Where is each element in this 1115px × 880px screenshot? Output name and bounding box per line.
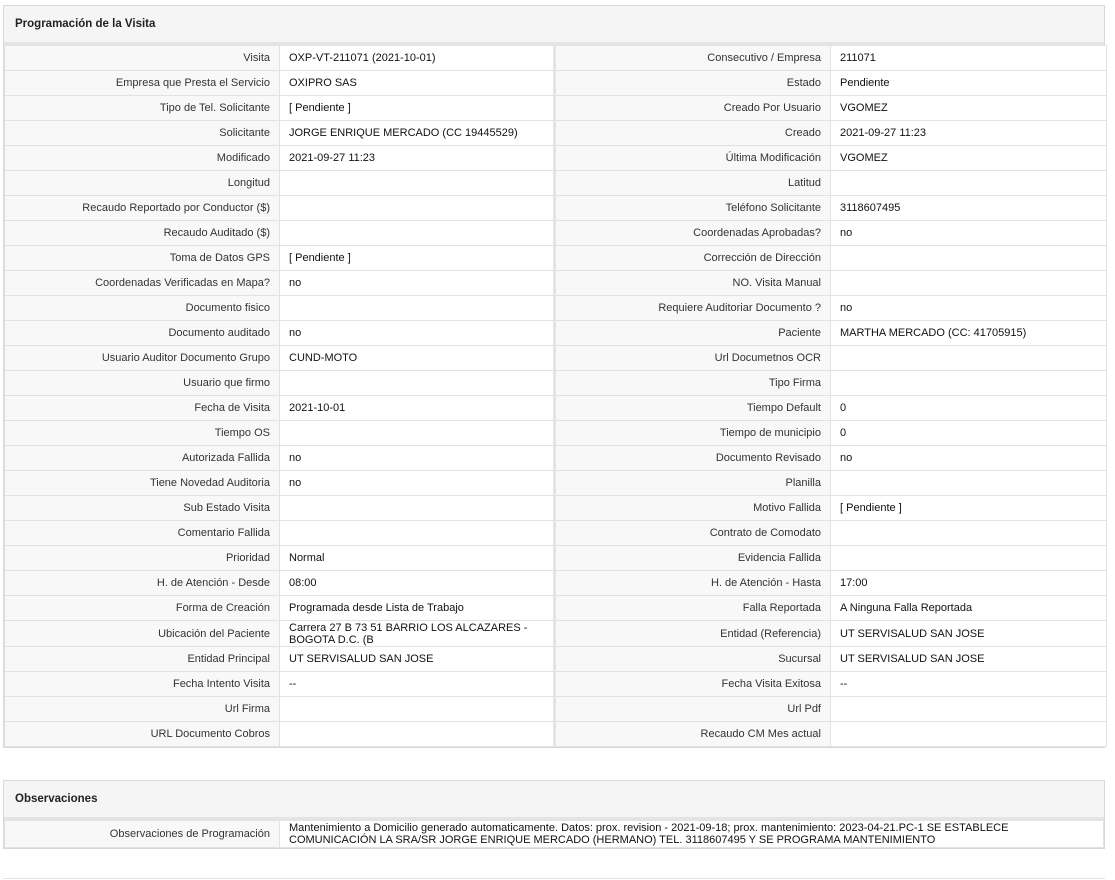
- observations-table: [4, 820, 1104, 848]
- field-label: Prioridad: [5, 546, 280, 571]
- field-value: [280, 296, 555, 321]
- field-value: CUND-MOTO: [280, 346, 555, 371]
- table-row: [5, 421, 1107, 446]
- field-value: --: [280, 672, 555, 697]
- field-value: VGOMEZ: [831, 96, 1107, 121]
- field-value: [ Pendiente ]: [280, 246, 555, 271]
- field-label: Url Documetnos OCR: [555, 346, 831, 371]
- field-value: OXP-VT-211071 (2021-10-01): [280, 46, 555, 71]
- observations-value: Mantenimiento a Domicilio generado automaticamente. Datos: prox. revision - 2021-09-18; prox. mantenimiento: 2023-04-21.PC-1 SE ESTABLECE COMUNICACIÓN LA SRA/SR JORGE ENRIQUE MERCADO (HERMANO) TEL. 3118607495 Y SE PROGRAMA MANTENIMIENTO: [280, 821, 1104, 848]
- table-row: [5, 496, 1107, 521]
- field-value: Carrera 27 B 73 51 BARRIO LOS ALCAZARES - BOGOTA D.C. (B: [280, 621, 555, 647]
- table-row: [5, 722, 1107, 747]
- table-row: [5, 321, 1107, 346]
- field-value: [831, 722, 1107, 747]
- field-value: [831, 471, 1107, 496]
- table-row: [5, 121, 1107, 146]
- table-row: [5, 621, 1107, 647]
- field-value: [280, 521, 555, 546]
- field-value: no: [280, 321, 555, 346]
- field-value: [280, 171, 555, 196]
- field-label: Sucursal: [555, 647, 831, 672]
- field-label: Requiere Auditoriar Documento ?: [555, 296, 831, 321]
- field-label: Documento Revisado: [555, 446, 831, 471]
- field-value: --: [831, 672, 1107, 697]
- field-label: Consecutivo / Empresa: [555, 46, 831, 71]
- field-value: [280, 697, 555, 722]
- field-label: Planilla: [555, 471, 831, 496]
- table-row: [5, 596, 1107, 621]
- field-label: Contrato de Comodato: [555, 521, 831, 546]
- field-label: Empresa que Presta el Servicio: [5, 71, 280, 96]
- field-value: [280, 371, 555, 396]
- field-label: URL Documento Cobros: [5, 722, 280, 747]
- field-label: Url Firma: [5, 697, 280, 722]
- field-label: Evidencia Fallida: [555, 546, 831, 571]
- table-row: [5, 96, 1107, 121]
- field-label: Usuario Auditor Documento Grupo: [5, 346, 280, 371]
- field-label: Forma de Creación: [5, 596, 280, 621]
- field-label: Longitud: [5, 171, 280, 196]
- table-row: [5, 396, 1107, 421]
- field-value: OXIPRO SAS: [280, 71, 555, 96]
- field-value: [280, 496, 555, 521]
- field-value: no: [831, 296, 1107, 321]
- field-value: UT SERVISALUD SAN JOSE: [831, 621, 1107, 647]
- field-value: 2021-10-01: [280, 396, 555, 421]
- table-row: [5, 521, 1107, 546]
- field-value: [831, 546, 1107, 571]
- visit-panel: [3, 5, 1105, 748]
- field-value: [280, 421, 555, 446]
- field-label: Recaudo Reportado por Conductor ($): [5, 196, 280, 221]
- field-value: 211071: [831, 46, 1107, 71]
- field-value: no: [280, 271, 555, 296]
- field-label: Sub Estado Visita: [5, 496, 280, 521]
- observations-panel: [3, 780, 1105, 849]
- bottom-divider: [3, 878, 1105, 879]
- table-row: [5, 296, 1107, 321]
- field-value: [280, 722, 555, 747]
- table-row: [5, 196, 1107, 221]
- field-label: Recaudo CM Mes actual: [555, 722, 831, 747]
- field-label: Tiempo Default: [555, 396, 831, 421]
- field-value: JORGE ENRIQUE MERCADO (CC 19445529): [280, 121, 555, 146]
- field-value: 0: [831, 421, 1107, 446]
- field-value: [831, 371, 1107, 396]
- table-row: [5, 46, 1107, 71]
- field-label: Comentario Fallida: [5, 521, 280, 546]
- field-value: [ Pendiente ]: [831, 496, 1107, 521]
- field-label: Documento fisico: [5, 296, 280, 321]
- observations-row: [5, 821, 1104, 848]
- table-row: [5, 221, 1107, 246]
- field-value: [280, 221, 555, 246]
- field-label: Entidad Principal: [5, 647, 280, 672]
- field-value: [ Pendiente ]: [280, 96, 555, 121]
- field-label: NO. Visita Manual: [555, 271, 831, 296]
- field-label: Coordenadas Aprobadas?: [555, 221, 831, 246]
- observations-panel-title: Observaciones: [4, 781, 1104, 820]
- field-label: Creado: [555, 121, 831, 146]
- field-value: [831, 346, 1107, 371]
- field-value: [831, 246, 1107, 271]
- table-row: [5, 171, 1107, 196]
- field-value: [831, 521, 1107, 546]
- field-label: Creado Por Usuario: [555, 96, 831, 121]
- table-row: [5, 346, 1107, 371]
- table-row: [5, 672, 1107, 697]
- field-label: Tiempo de municipio: [555, 421, 831, 446]
- field-label: Recaudo Auditado ($): [5, 221, 280, 246]
- field-value: UT SERVISALUD SAN JOSE: [280, 647, 555, 672]
- field-label: Corrección de Dirección: [555, 246, 831, 271]
- field-value: A Ninguna Falla Reportada: [831, 596, 1107, 621]
- field-label: Tipo Firma: [555, 371, 831, 396]
- field-value: no: [280, 471, 555, 496]
- field-value: [280, 196, 555, 221]
- field-label: Fecha Visita Exitosa: [555, 672, 831, 697]
- field-label: Motivo Fallida: [555, 496, 831, 521]
- field-label: Fecha Intento Visita: [5, 672, 280, 697]
- field-value: [831, 697, 1107, 722]
- field-label: Teléfono Solicitante: [555, 196, 831, 221]
- field-label: Estado: [555, 71, 831, 96]
- field-label: Falla Reportada: [555, 596, 831, 621]
- field-label: Autorizada Fallida: [5, 446, 280, 471]
- field-value: [831, 171, 1107, 196]
- observations-label: Observaciones de Programación: [5, 821, 280, 848]
- table-row: [5, 647, 1107, 672]
- field-value: UT SERVISALUD SAN JOSE: [831, 647, 1107, 672]
- table-row: [5, 246, 1107, 271]
- table-row: [5, 471, 1107, 496]
- field-label: Ubicación del Paciente: [5, 621, 280, 647]
- field-value: [831, 271, 1107, 296]
- field-label: Tipo de Tel. Solicitante: [5, 96, 280, 121]
- field-value: 2021-09-27 11:23: [831, 121, 1107, 146]
- field-label: Latitud: [555, 171, 831, 196]
- table-row: [5, 571, 1107, 596]
- field-value: no: [831, 221, 1107, 246]
- field-value: Pendiente: [831, 71, 1107, 96]
- field-label: Paciente: [555, 321, 831, 346]
- field-value: Programada desde Lista de Trabajo: [280, 596, 555, 621]
- field-value: 3118607495: [831, 196, 1107, 221]
- visit-panel-title: Programación de la Visita: [4, 6, 1104, 45]
- field-label: H. de Atención - Desde: [5, 571, 280, 596]
- table-row: [5, 371, 1107, 396]
- field-label: Coordenadas Verificadas en Mapa?: [5, 271, 280, 296]
- field-value: no: [831, 446, 1107, 471]
- table-row: [5, 146, 1107, 171]
- table-row: [5, 697, 1107, 722]
- field-label: Tiempo OS: [5, 421, 280, 446]
- field-value: no: [280, 446, 555, 471]
- field-label: Modificado: [5, 146, 280, 171]
- field-label: Toma de Datos GPS: [5, 246, 280, 271]
- field-label: Solicitante: [5, 121, 280, 146]
- field-value: MARTHA MERCADO (CC: 41705915): [831, 321, 1107, 346]
- field-label: Última Modificación: [555, 146, 831, 171]
- field-label: H. de Atención - Hasta: [555, 571, 831, 596]
- visit-details-table: [4, 45, 1107, 747]
- field-value: 17:00: [831, 571, 1107, 596]
- table-row: [5, 71, 1107, 96]
- field-label: Visita: [5, 46, 280, 71]
- field-value: 08:00: [280, 571, 555, 596]
- field-label: Usuario que firmo: [5, 371, 280, 396]
- field-label: Url Pdf: [555, 697, 831, 722]
- field-label: Fecha de Visita: [5, 396, 280, 421]
- field-label: Entidad (Referencia): [555, 621, 831, 647]
- table-row: [5, 546, 1107, 571]
- table-row: [5, 446, 1107, 471]
- table-row: [5, 271, 1107, 296]
- field-label: Tiene Novedad Auditoria: [5, 471, 280, 496]
- field-label: Documento auditado: [5, 321, 280, 346]
- field-value: 0: [831, 396, 1107, 421]
- field-value: VGOMEZ: [831, 146, 1107, 171]
- field-value: 2021-09-27 11:23: [280, 146, 555, 171]
- field-value: Normal: [280, 546, 555, 571]
